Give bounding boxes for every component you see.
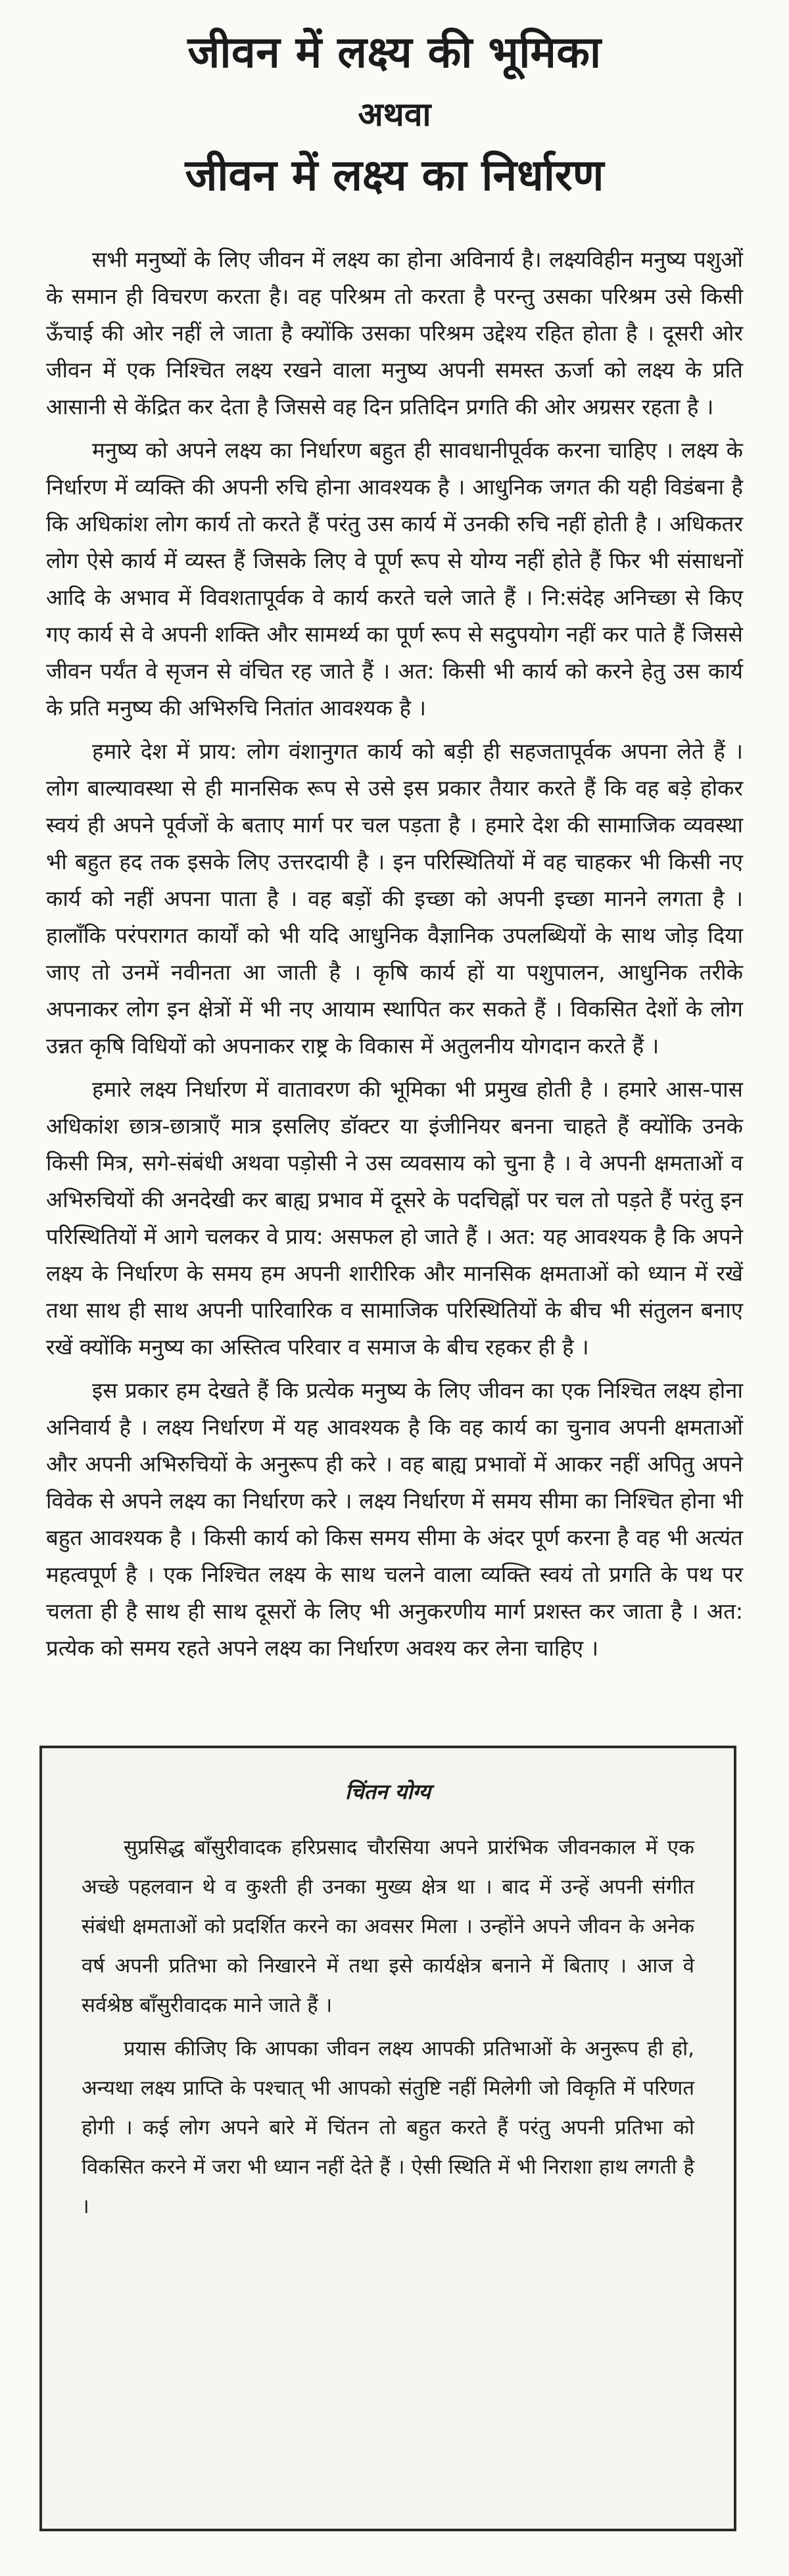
essay-body [46,241,743,1667]
paragraph-1: सभी मनुष्यों के लिए जीवन में लक्ष्य का होना अविनार्य है। लक्ष्यविहीन मनुष्य पशुओं के समान ही विचरण करता है। वह परिश्रम तो करता है परन्तु उसका परिश्रम उसे किसी ऊँचाई की ओर नहीं ले जाता है क्योंकि उसका परिश्रम उद्देश्य रहित होता है । दूसरी ओर जीवन में एक निश्चित लक्ष्य रखने वाला मनुष्य अपनी समस्त ऊर्जा को लक्ष्य के प्रति आसानी से केंद्रित कर देता है जिससे वह दिन प्रतिदिन प्रगति की ओर अग्रसर रहता है । [46,247,743,420]
paragraph-4: हमारे लक्ष्य निर्धारण में वातावरण की भूमिका भी प्रमुख होती है । हमारे आस-पास अधिकांश छात्र-छात्राएँ मात्र इसलिए डॉक्टर या इंजीनियर बनना चाहते हैं क्योंकि उनके किसी मित्र, सगे-संबंधी अथवा पड़ोसी ने उस व्यवसाय को चुना है । वे अपनी क्षमताओं व अभिरुचियों की अनदेखी कर बाह्य प्रभाव में दूसरे के पदचिह्नों पर चल तो पड़ते हैं परंतु इन परिस्थितियों में आगे चलकर वे प्राय: असफल हो जाते हैं । अत: यह आवश्यक है कि अपने लक्ष्य के निर्धारण के समय हम अपनी शारीरिक और मानसिक क्षमताओं को ध्यान में रखें तथा साथ ही साथ अपनी पारिवारिक व सामाजिक परिस्थितियों के बीच भी संतुलन बनाए रखें क्योंकि मनुष्य का अस्तित्व परिवार व समाज के बीच रहकर ही है । [46,1076,743,1360]
page-subtitle: जीवन में लक्ष्य का निर्धारण [185,150,604,201]
reflection-box [39,1746,736,2531]
paragraph-3: हमारे देश में प्राय: लोग वंशानुगत कार्य को बड़ी ही सहजतापूर्वक अपना लेते हैं । लोग बाल्यावस्था से ही मानसिक रूप से उसे इस प्रकार तैयार करते हैं कि वह बड़े होकर स्वयं ही अपने पूर्वजों के बताए मार्ग पर चल पड़ता है । हमारे देश की सामाजिक व्यवस्था भी बहुत हद तक इसके लिए उत्तरदायी है । इन परिस्थितियों में वह चाहकर भी किसी नए कार्य को नहीं अपना पाता है । वह बड़ों की इच्छा को अपनी इच्छा मानने लगता है । हालाँकि परंपरागत कार्यों को भी यदि आधुनिक वैज्ञानिक उपलब्धियों के साथ जोड़ दिया जाए तो उनमें नवीनता आ जाती है । कृषि कार्य हों या पशुपालन, आधुनिक तरीके अपनाकर लोग इन क्षेत्रों में भी नए आयाम स्थापित कर सकते हैं । विकसित देशों के लोग उन्नत कृषि विधियों को अपनाकर राष्ट्र के विकास में अतुलनीय योगदान करते हैं । [46,738,743,1059]
paragraph-5: इस प्रकार हम देखते हैं कि प्रत्येक मनुष्य के लिए जीवन का एक निश्चित लक्ष्य होना अनिवार्य है । लक्ष्य निर्धारण में यह आवश्यक है कि वह कार्य का चुनाव अपनी क्षमताओं और अपनी अभिरुचियों के अनुरूप ही करे । वह बाह्य प्रभावों में आकर नहीं अपितु अपने विवेक से अपने लक्ष्य का निर्धारण करे । लक्ष्य निर्धारण में समय सीमा का निश्चित होना भी बहुत आवश्यक है । किसी कार्य को किस समय सीमा के अंदर पूर्ण करना है वह भी अत्यंत महत्वपूर्ण है । एक निश्चित लक्ष्य के साथ चलने वाला व्यक्ति स्वयं तो प्रगति के पथ पर चलता ही है साथ ही साथ दूसरों के लिए भी अनुकरणीय मार्ग प्रशस्त कर जाता है । अत: प्रत्येक को समय रहते अपने लक्ष्य का निर्धारण अवश्य कर लेना चाहिए । [46,1377,743,1661]
title-separator: अथवा [358,95,431,133]
page-title: जीवन में लक्ष्य की भूमिका [187,27,602,78]
paragraph-2: मनुष्य को अपने लक्ष्य का निर्धारण बहुत ही सावधानीपूर्वक करना चाहिए । लक्ष्य के निर्धारण में व्यक्ति की अपनी रुचि होना आवश्यक है । आधुनिक जगत की यही विडंबना है कि अधिकांश लोग कार्य तो करते हैं परंतु उस कार्य में उनकी रुचि नहीं होती है । अधिकतर लोग ऐसे कार्य में व्यस्त हैं जिसके लिए वे पूर्ण रूप से योग्य नहीं होते हैं फिर भी संसाधनों आदि के अभाव में विवशतापूर्वक वे कार्य करते चले जाते हैं । नि:संदेह अनिच्छा से किए गए कार्य से वे अपनी शक्ति और सामर्थ्य का पूर्ण रूप से सदुपयोग नहीं कर पाते हैं जिससे जीवन पर्यंत वे सृजन से वंचित रह जाते हैं । अत: किसी भी कार्य को करने हेतु उस कार्य के प्रति मनुष्य की अभिरुचि नितांत आवश्यक है । [46,437,743,721]
title-block [46,0,743,201]
reflection-heading: चिंतन योग्य [345,1779,431,1804]
reflection-paragraph-2: प्रयास कीजिए कि आपका जीवन लक्ष्य आपकी प्रतिभाओं के अनुरूप ही हो, अन्यथा लक्ष्य प्राप्ति के पश्चात् भी आपको संतुष्टि नहीं मिलेगी जो विकृति में परिणत होगी । कई लोग अपने बारे में चिंतन तो बहुत करते हैं परंतु अपनी प्रतिभा को विकसित करने में जरा भी ध्यान नहीं देते हैं । ऐसी स्थिति में भी निराशा हाथ लगती है । [82,2037,694,2218]
reflection-paragraph-1: सुप्रसिद्ध बाँसुरीवादक हरिप्रसाद चौरसिया अपने प्रारंभिक जीवनकाल में एक अच्छे पहलवान थे व कुश्ती ही उनका मुख्य क्षेत्र था । बाद में उन्हें अपनी संगीत संबंधी क्षमताओं को प्रदर्शित करने का अवसर मिला । उन्होंने अपने जीवन के अनेक वर्ष अपनी प्रतिभा को निखारने में तथा इसे कार्यक्षेत्र बनाने में बिताए । आज वे सर्वश्रेष्ठ बाँसुरीवादक माने जाते हैं । [82,1836,694,2017]
reflection-body [82,1828,694,2226]
